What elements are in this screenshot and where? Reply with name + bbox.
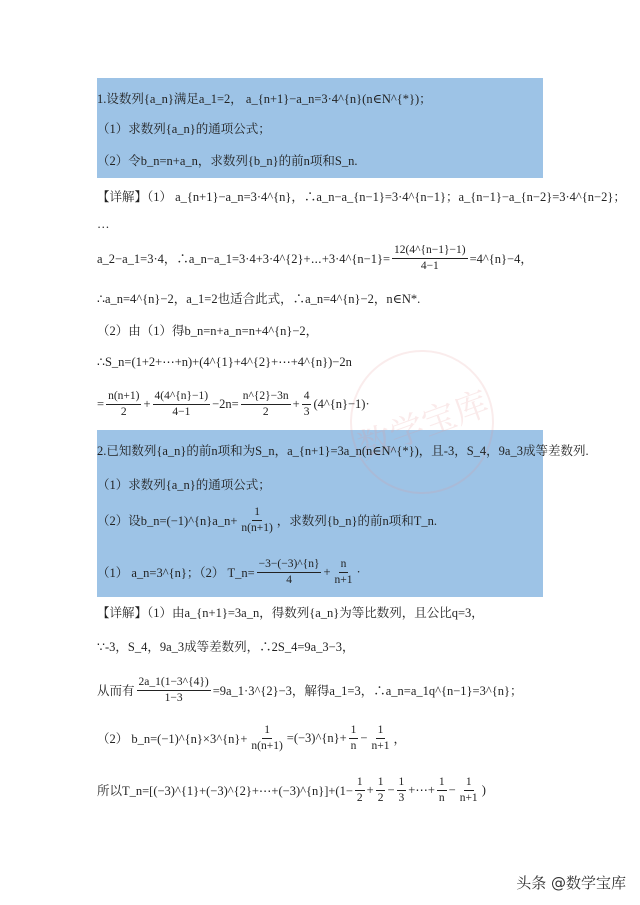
text-line (97, 178, 626, 214)
denominator: n+1 (371, 739, 390, 752)
fraction (249, 723, 284, 754)
math-text: … (97, 216, 110, 231)
fraction (153, 389, 211, 420)
denominator: 2 (377, 791, 384, 804)
numerator: 1 (349, 723, 359, 739)
math-text: + (366, 782, 374, 797)
math-text: （2）设b_n=(−1)^{n}a_n+ (97, 514, 238, 528)
fraction (137, 675, 211, 706)
denominator: n (438, 791, 445, 804)
text-line (97, 554, 361, 590)
math-text: 【详解】（1） a_{n+1}−a_n=3·4^{n}，∴a_n−a_{n−1}=3·4^{n−1}；a_{n−1}−a_{n−2}=3·4^{n−2}； (97, 190, 626, 204)
math-text: − (360, 730, 368, 745)
text-line (97, 772, 486, 808)
math-text: ， (393, 732, 406, 746)
text-line (97, 142, 357, 178)
fraction (302, 389, 312, 420)
denominator: 3 (398, 791, 405, 804)
denominator: n(n+1) (251, 739, 283, 752)
numerator: 2a_1(1−3^{4}) (137, 675, 211, 691)
denominator: 3 (303, 405, 310, 418)
denominator: 2 (262, 405, 269, 418)
fraction (333, 557, 355, 588)
numerator: 1 (464, 775, 474, 791)
text-line (97, 206, 110, 242)
math-text: 从而有 (97, 684, 135, 698)
math-text: 2.已知数列{a_n}的前n项和为S_n，a_{n+1}=3a_n(n∈N^{*})，且-3，S_4，9a_3成等差数列. (97, 444, 589, 458)
fraction (239, 505, 274, 536)
numerator: 1 (252, 505, 262, 521)
numerator: 4(4^{n}−1) (153, 389, 211, 405)
math-text: ) (481, 782, 486, 797)
denominator: 4−1 (172, 405, 191, 418)
numerator: 1 (397, 775, 407, 791)
text-line (97, 720, 406, 756)
text-line (97, 502, 437, 538)
math-text: −2n= (212, 396, 239, 411)
math-text: ，求数列{b_n}的前n项和T_n. (276, 514, 438, 528)
math-text: （2） b_n=(−1)^{n}×3^{n}+ (97, 732, 248, 746)
math-text: （2）由（1）得b_n=n+a_n=n+4^{n}−2， (97, 324, 319, 338)
fraction (397, 775, 407, 806)
text-line (97, 466, 271, 502)
math-text: （1）求数列{a_n}的通项公式； (97, 478, 271, 492)
text-line (97, 280, 420, 316)
fraction (437, 775, 447, 806)
math-text: （1） a_n=3^{n}；（2） T_n= (97, 566, 255, 580)
math-text: （2）令b_n=n+a_n，求数列{b_n}的前n项和S_n. (97, 154, 358, 168)
math-text: + (323, 564, 331, 579)
math-text: a_2−a_1=3·4，∴a_n−a_1=3·4+3·4^{2}+⋯+3·4^{n−1}= (97, 252, 391, 266)
math-text: (4^{n}−1)· (313, 396, 370, 411)
fraction (376, 775, 386, 806)
numerator: n^{2}−3n (241, 389, 291, 405)
math-text: 【详解】（1）由a_{n+1}=3a_n，得数列{a_n}为等比数列，且公比q=3， (97, 606, 484, 620)
fraction (369, 723, 391, 754)
denominator: n(n+1) (241, 521, 273, 534)
numerator: 1 (437, 775, 447, 791)
denominator: n+1 (334, 573, 353, 586)
math-text: =(−3)^{n}+ (286, 730, 347, 745)
numerator: n (339, 557, 349, 573)
fraction (458, 775, 480, 806)
numerator: 1 (355, 775, 365, 791)
math-text: − (387, 782, 395, 797)
denominator: 4 (286, 573, 292, 586)
math-text: + (292, 396, 300, 411)
math-text: =9a_1·3^{2}−3，解得a_1=3，∴a_n=a_1q^{n−1}=3^{n}； (212, 684, 523, 698)
denominator: n+1 (459, 791, 478, 804)
watermark-stamp: 数学宝库 (330, 330, 515, 515)
text-line (97, 386, 370, 422)
fraction (106, 389, 141, 420)
math-text: + (143, 396, 151, 411)
denominator: 4−1 (420, 259, 439, 272)
fraction (349, 723, 359, 754)
text-line (97, 110, 271, 146)
fraction (257, 557, 322, 588)
text-line (97, 594, 484, 630)
math-text: − (448, 782, 456, 797)
numerator: 1 (376, 775, 386, 791)
text-line (97, 344, 352, 380)
math-text: · (356, 564, 361, 579)
text-line (97, 628, 354, 664)
denominator: 1−3 (164, 691, 183, 704)
fraction (241, 389, 291, 420)
numerator: 1 (376, 723, 386, 739)
text-line (97, 432, 589, 468)
fraction (392, 243, 468, 274)
math-text: 所以T_n=[(−3)^{1}+(−3)^{2}+⋯+(−3)^{n}]+(1− (97, 784, 353, 798)
denominator: n (350, 739, 357, 752)
denominator: 2 (120, 405, 127, 418)
denominator: 2 (356, 791, 363, 804)
text-line (97, 240, 533, 276)
numerator: 4 (302, 389, 312, 405)
math-text: 1.设数列{a_n}满足a_1=2， a_{n+1}−a_n=3·4^{n}(n∈N^{*})； (97, 92, 432, 106)
math-text: = (97, 396, 105, 411)
text-line (97, 312, 318, 348)
numerator: n(n+1) (106, 389, 141, 405)
numerator: 1 (262, 723, 272, 739)
math-text: ∴S_n=(1+2+⋯+n)+(4^{1}+4^{2}+⋯+4^{n})−2n (97, 355, 352, 369)
math-text: +⋯+ (408, 783, 435, 797)
math-text: =4^{n}−4， (469, 252, 533, 266)
fraction (355, 775, 365, 806)
text-line (97, 672, 522, 708)
math-text: （1）求数列{a_n}的通项公式； (97, 122, 271, 136)
numerator: −3−(−3)^{n} (257, 557, 322, 573)
credit-text: 头条 @数学宝库 (516, 874, 626, 892)
math-text: ∴a_n=4^{n}−2，a_1=2也适合此式，∴a_n=4^{n}−2，n∈N*. (97, 292, 421, 306)
numerator: 12(4^{n−1}−1) (392, 243, 468, 259)
math-text: ∵-3，S_4，9a_3成等差数列，∴2S_4=9a_3−3， (97, 640, 355, 654)
